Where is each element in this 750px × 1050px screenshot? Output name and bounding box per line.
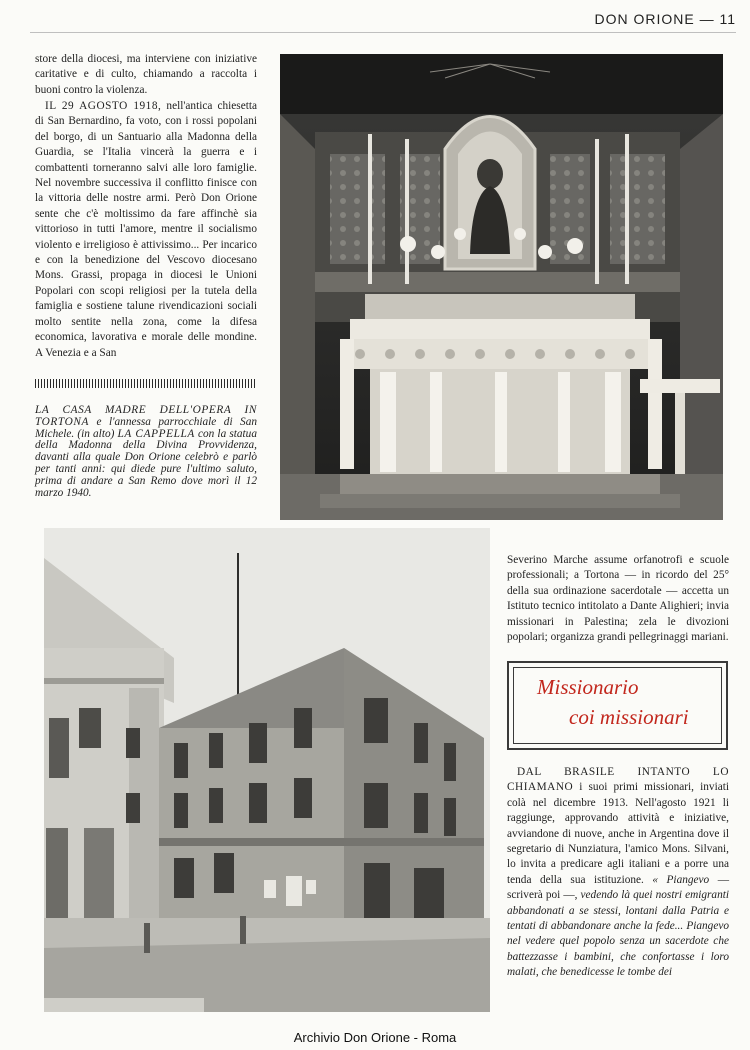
caption-text-2: con la statua della Madonna della Divina Provvidenza, davanti alla quale Don Orione celebrò e parlò per tanti anni: qui diede pure l'ultimo saluto, prima di andare a San Remo dove morì il 12 marzo 1940.: [35, 427, 257, 499]
casa-madre-illustration: [44, 528, 490, 1012]
severino-text: Severino Marche assume orfanotrofi e scuole professionali; a Tortona — in ricordo del 25° della sua ordinazione sacerdotale — accetta un Istituto tecnico intitolato a Dante Alighieri; invia missionari in Palestina; zela le divozioni popolari; organizza grandi pellegrinaggi mariani.: [507, 554, 729, 644]
section-title-line-2: coi missionari: [569, 705, 689, 729]
brasile-body: i suoi primi missionari, inviati colà nel dicembre 1913. Nell'agosto 1921 li raggiunge, approvando attività e iniziative, avviandone di nuove, anche in Argentina dove il segretario di Nunziatura, l'amico Mons. Silvani, lo invita a predicare agli italiani e a porre una tenda della sua istituzione.: [507, 781, 729, 886]
section-title-box: [507, 661, 728, 750]
brasile-quote-attribution: — scriverà poi —,: [507, 873, 729, 902]
brasile-paragraph: [507, 765, 729, 981]
header-rule: [30, 32, 736, 33]
photo-caption: [35, 405, 257, 499]
brasile-quote-body: vedendo là quei nostri emigranti abbandonati a se stessi, lontani dalla Patria e tentati di abbandonare anche la fede... Piangevo nel vedere quel popolo senza un sacerdote che battezzasse i bambini, che confortasse i loro malati, che benedicesse le tombe dei: [507, 889, 729, 979]
brasile-quote-open: « Piangevo: [652, 873, 710, 886]
page-header: DON ORIONE — 11: [594, 11, 736, 27]
agosto-body: nell'antica chiesetta di San Bernardino, fa voto, con i rossi popolani del borgo, di un Santuario alla Madonna della Guardia, se l'Italia vincerà la guerra e i combattenti torneranno salvi alle loro famiglie. Nel novembre successiva il conflitto finisce con la vittoria delle nostre armi. Però Don Orione sente che c'è moltissimo da fare affinchè sia vittorioso in tutti l'amore, mentre il socialismo violento e irreligioso è attivissimo... Per incarico e con la benedizione del Vescovo diocesano Mons. Grassi, propaga in diocesi le Unioni Popolari con scopi religiosi per la tutela della famiglia e sostiene talune rivendicazioni sociali molto sentite nella zona, come la difesa economica, lavorativa e morale delle mondine. A Venezia e a San: [35, 100, 258, 359]
archive-footer: Archivio Don Orione - Roma: [293, 1030, 457, 1045]
intro-text: store della diocesi, ma interviene con iniziative caritative e di culto, chiamando a raccolta i buoni contro la violenza.: [35, 53, 257, 96]
chapel-illustration: [280, 54, 723, 520]
section-title-line-1: Missionario: [537, 675, 639, 699]
caption-text-1: e l'annessa parrocchiale di San Michele. (in alto): [35, 415, 257, 440]
caption-caps-1: LA CASA MADRE DELL'OPERA IN TORTONA: [35, 404, 257, 428]
severino-paragraph: [507, 553, 729, 645]
agosto-text: [35, 99, 257, 361]
agosto-lead: IL 29 AGOSTO 1918,: [45, 100, 162, 112]
casa-madre-photo: [44, 528, 490, 1012]
brasile-text: [507, 765, 729, 981]
separator-bar: [35, 379, 257, 388]
caption-caps-2: LA CAPPELLA: [117, 427, 195, 440]
agosto-paragraph: [35, 99, 257, 361]
intro-paragraph: [35, 52, 257, 98]
brasile-lead: DAL BRASILE INTANTO LO CHIAMANO: [507, 766, 729, 794]
chapel-photo: [280, 54, 723, 520]
